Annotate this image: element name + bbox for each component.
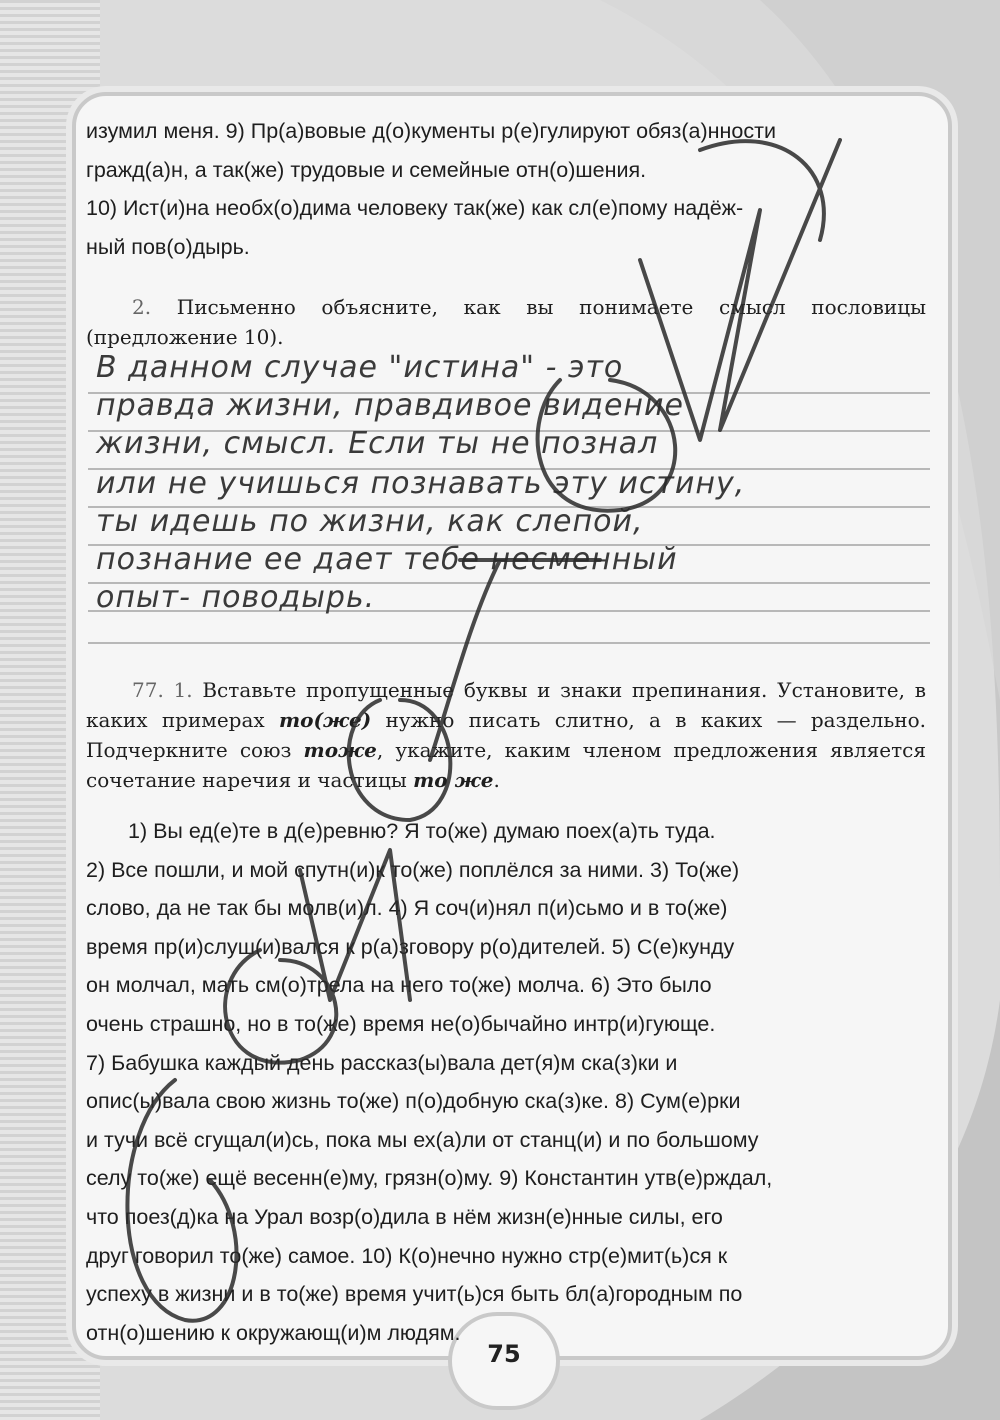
- exercise-line: селу то(же) ещё весенн(е)му, грязн(о)му. 9) Константин утв(е)рждал,: [86, 1166, 773, 1191]
- exercise-line: успеху в жизни и в то(же) время учит(ь)ся быть бл(а)городным по: [86, 1282, 743, 1307]
- task-emphasis: то же: [413, 768, 494, 792]
- handwritten-answer-line: В данном случае "истина" - это: [96, 350, 624, 385]
- ruled-line: [88, 642, 930, 644]
- exercise-line: 2) Все пошли, и мой спутн(и)к то(же) поплёлся за ними. 3) То(же): [86, 857, 740, 882]
- exercise-line: опис(ы)вала свою жизнь то(же) п(о)добную ска(з)ке. 8) Сум(е)рки: [86, 1089, 741, 1114]
- exercise-text: [86, 812, 926, 1352]
- exercise-line: 7) Бабушка каждый день рассказ(ы)вала дет(я)м ска(з)ки и: [86, 1050, 678, 1075]
- exercise-line: он молчал, мать см(о)трела на него то(же) молча. 6) Это было: [86, 973, 712, 998]
- task-text: .: [493, 768, 500, 792]
- handwritten-answer-line: ты идешь по жизни, как слепой,: [96, 504, 644, 539]
- page-number: 75: [487, 1340, 521, 1368]
- text-line: изумил меня. 9) Пр(а)вовые д(о)кументы р(е)гулируют обяз(а)нности: [86, 119, 776, 143]
- exercise-line: друг говорил то(же) самое. 10) К(о)нечно нужно стр(е)мит(ь)ся к: [86, 1243, 728, 1268]
- exercise-line: очень страшно, но в то(же) время не(о)бычайно интр(и)гующе.: [86, 1011, 716, 1036]
- exercise-line: время пр(и)слуш(и)вался к р(а)зговору р(о)дителей. 5) С(е)кунду: [86, 934, 735, 959]
- exercise-line: 1) Вы ед(е)те в д(е)ревню? Я то(же) думаю поех(а)ть туда.: [128, 819, 716, 843]
- handwritten-answer-line: правда жизни, правдивое видение: [96, 388, 684, 423]
- exercise-line: отн(о)шению к окружающ(и)м людям.: [86, 1320, 461, 1345]
- page-content: [86, 112, 926, 352]
- task-77-block: [86, 675, 926, 795]
- task-text: Вставьте пропущенные буквы и знаки препинания. Установите, в каких примерах: [86, 678, 926, 732]
- handwritten-answer-line: познание ее дает тебе несменный: [96, 542, 678, 577]
- exercise-line: слово, да не так бы молв(и)л. 4) Я соч(и)нял п(и)сьмо и в то(же): [86, 896, 728, 921]
- text-line: 10) Ист(и)на необх(о)дима человеку так(же) как сл(е)пому надёж-: [86, 196, 744, 221]
- handwritten-answer-line: опыт- поводырь.: [96, 580, 376, 615]
- task-emphasis: тоже: [303, 738, 377, 762]
- handwritten-answer-line: жизни, смысл. Если ты не познал: [96, 426, 659, 461]
- task-text: , укажите, каким членом предложения является сочетание наречия и частицы: [86, 738, 926, 792]
- task-text: Письменно объясните, как вы понимаете смысл пословицы (предложение 10).: [86, 295, 926, 350]
- handwritten-answer-line: или не учишься познавать эту истину,: [96, 466, 746, 501]
- task-text: нужно писать слитно, а в каких — раздельно. Подчеркните союз: [86, 708, 926, 762]
- exercise-line: что поез(д)ка на Урал возр(о)дила в нём жизн(е)нные силы, его: [86, 1204, 723, 1229]
- task-number: 2.: [132, 295, 152, 320]
- task-2: [86, 292, 926, 352]
- task-emphasis: то(же): [278, 708, 372, 732]
- task-77-instructions: [86, 675, 926, 795]
- task-number: 77. 1.: [132, 678, 193, 702]
- text-line: гражд(а)н, а так(же) трудовые и семейные отн(о)шения.: [86, 157, 647, 182]
- exercise-line: и тучи всё сгущал(и)сь, пока мы ех(а)ли от станц(и) и по большому: [86, 1127, 759, 1152]
- text-line: ный пов(о)дырь.: [86, 234, 250, 259]
